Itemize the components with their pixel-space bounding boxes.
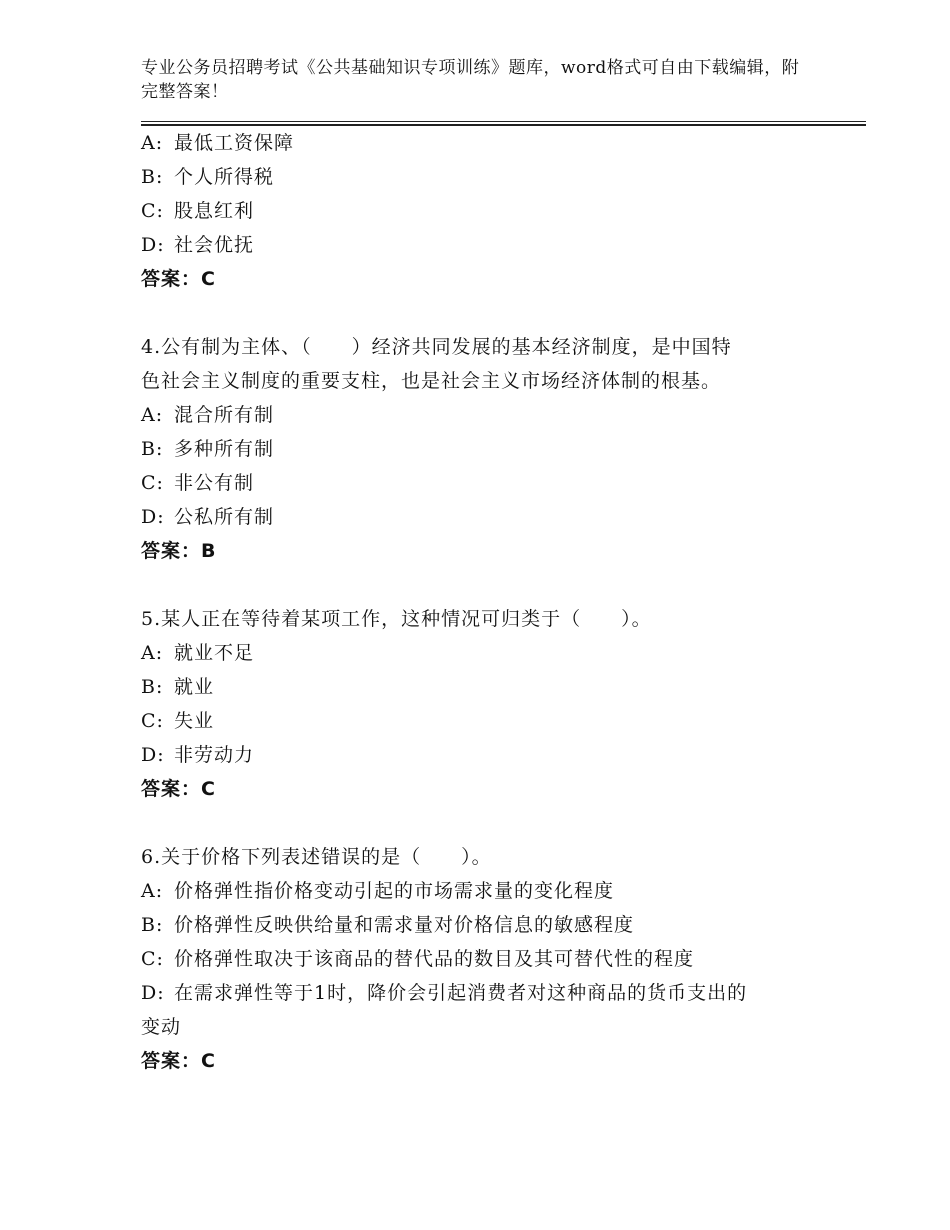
- spacer: [141, 568, 821, 602]
- option-text: 社会优抚: [174, 234, 255, 256]
- option-text: 就业: [174, 676, 215, 698]
- option-text: 失业: [174, 710, 215, 732]
- option-letter: A:: [141, 132, 164, 154]
- option-letter: B:: [141, 676, 164, 698]
- option-text: 非劳动力: [174, 744, 255, 766]
- option-letter: A:: [141, 880, 164, 902]
- option-a: [141, 126, 821, 160]
- option-letter: D:: [141, 234, 165, 256]
- option-c: [141, 704, 821, 738]
- document-header: 专业公务员招聘考试《公共基础知识专项训练》题库，word格式可自由下载编辑，附完整答案！: [141, 58, 800, 102]
- option-text: 最低工资保障: [174, 132, 295, 154]
- option-d: [141, 500, 821, 534]
- option-text: 个人所得税: [174, 166, 275, 188]
- answer-line: 答案：C: [141, 268, 216, 290]
- option-letter: C:: [141, 948, 164, 970]
- option-letter: B:: [141, 438, 164, 460]
- spacer: [141, 806, 821, 840]
- answer-line: 答案：C: [141, 1050, 216, 1072]
- question-stem-continued: 色社会主义制度的重要支柱，也是社会主义市场经济体制的根基。: [141, 370, 722, 392]
- option-letter: C:: [141, 472, 164, 494]
- option-letter: B:: [141, 166, 164, 188]
- option-c: [141, 942, 821, 976]
- option-d-continuation: 变动: [141, 1016, 182, 1038]
- option-text: 混合所有制: [174, 404, 275, 426]
- option-text: 股息红利: [174, 200, 255, 222]
- header-rule-thin: [141, 121, 866, 122]
- question-list: [141, 126, 821, 1078]
- option-letter: C:: [141, 710, 164, 732]
- option-b: [141, 670, 821, 704]
- option-letter: D:: [141, 506, 165, 528]
- question-stem: 5.某人正在等待着某项工作，这种情况可归类于（ ）。: [141, 608, 652, 630]
- question-4: [141, 330, 821, 568]
- answer-line: 答案：C: [141, 778, 216, 800]
- option-a: [141, 874, 821, 908]
- option-letter: D:: [141, 982, 165, 1004]
- option-letter: C:: [141, 200, 164, 222]
- option-d: [141, 976, 821, 1010]
- option-letter: B:: [141, 914, 164, 936]
- option-letter: A:: [141, 642, 164, 664]
- option-text: 价格弹性指价格变动引起的市场需求量的变化程度: [174, 880, 615, 902]
- answer-line: 答案：B: [141, 540, 217, 562]
- option-text: 公私所有制: [174, 506, 275, 528]
- option-text: 在需求弹性等于1时，降价会引起消费者对这种商品的货币支出的: [174, 982, 748, 1004]
- option-d: [141, 228, 821, 262]
- spacer: [141, 296, 821, 330]
- option-letter: A:: [141, 404, 164, 426]
- question-6: [141, 840, 821, 1078]
- option-b: [141, 160, 821, 194]
- question-stem: 4.公有制为主体、（ ）经济共同发展的基本经济制度，是中国特: [141, 336, 732, 358]
- option-a: [141, 636, 821, 670]
- option-text: 非公有制: [174, 472, 255, 494]
- option-letter: D:: [141, 744, 165, 766]
- question-stem: 6.关于价格下列表述错误的是（ ）。: [141, 846, 492, 868]
- option-text: 价格弹性反映供给量和需求量对价格信息的敏感程度: [174, 914, 635, 936]
- option-b: [141, 908, 821, 942]
- option-text: 就业不足: [174, 642, 255, 664]
- option-c: [141, 194, 821, 228]
- option-b: [141, 432, 821, 466]
- option-text: 多种所有制: [174, 438, 275, 460]
- option-d: [141, 738, 821, 772]
- question-5: [141, 602, 821, 806]
- option-text: 价格弹性取决于该商品的替代品的数目及其可替代性的程度: [174, 948, 695, 970]
- option-a: [141, 398, 821, 432]
- option-c: [141, 466, 821, 500]
- question-3: [141, 126, 821, 296]
